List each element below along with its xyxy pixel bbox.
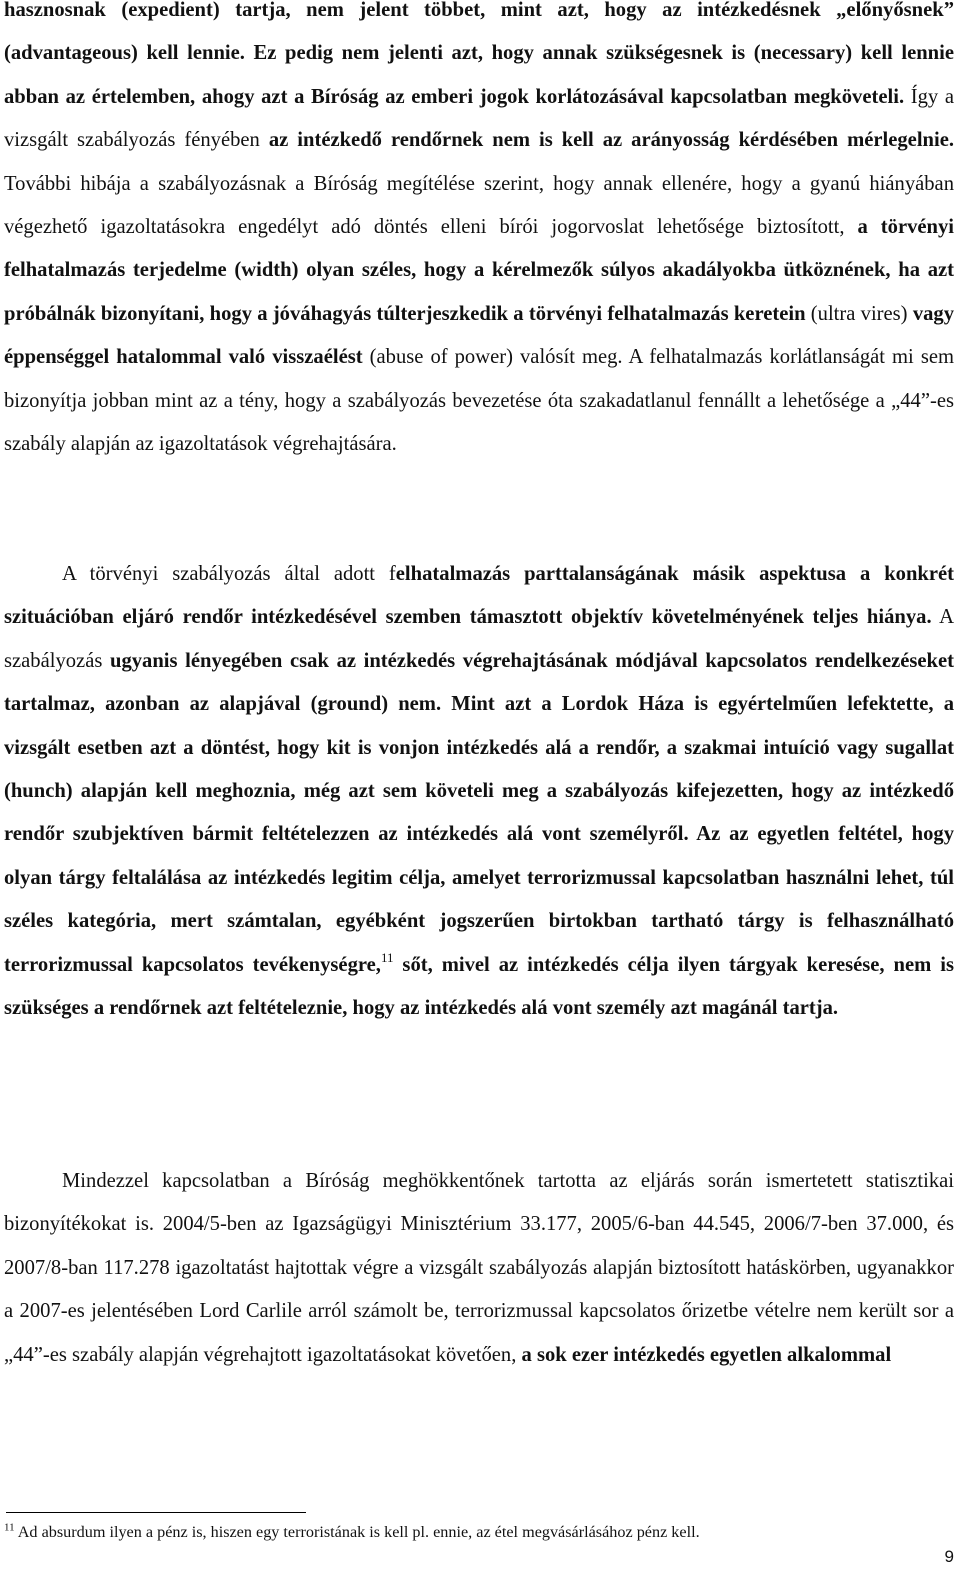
paragraph-2-text-2: A szabályozás xyxy=(4,606,954,672)
paragraph-3 xyxy=(4,1160,954,1377)
paragraph-2-bold-1: elhatalmazás parttalanságának másik aspektusa a konkrét szituációban eljáró rendőr intézkedésével szemben támasztott objektív követelményének teljes hiánya. xyxy=(4,563,954,629)
paragraph-1-bold-3: a törvényi felhatalmazás terjedelme (width) olyan széles, hogy a kérelmezők súlyos akadályokba ütköznének, ha azt próbálnák bizonyítani, hogy a jóváhagyás túlterjeszkedik a törvényi felhatalmazás keretein xyxy=(4,216,954,325)
paragraph-1-bold-1: hasznosnak (expedient) tartja, nem jelent többet, mint azt, hogy az intézkedésnek „előnyősnek” (advantageous) kell lennie. Ez pedig nem jelenti azt, hogy annak szükségesnek is (necessary) kell lennie abban az értelemben, ahogy azt a Bíróság az emberi jogok korlátozásával kapcsolatban megköveteli. xyxy=(4,0,954,108)
page-number: 9 xyxy=(944,1547,954,1566)
footnote-reference[interactable]: 11 xyxy=(380,949,394,965)
paragraph-1-text-3: (ultra vires) xyxy=(805,302,913,325)
paragraph-1 xyxy=(4,0,954,466)
footnote xyxy=(4,1520,954,1544)
paragraph-1-text-4: (abuse of power) valósít meg. A felhatalmazás korlátlanságát mi sem bizonyítja jobban mint az a tény, hogy a szabályozás bevezetése óta szakadatlanul fennállt a lehetősége a „44”-es szabály alapján az igazoltatások végrehajtására. xyxy=(4,346,954,456)
footnote-text: Ad absurdum ilyen a pénz is, hiszen egy terroristának is kell pl. ennie, az étel megvásárlásához pénz kell. xyxy=(14,1523,700,1541)
paragraph-1-text-2: További hibája a szabályozásnak a Bíróság megítélése szerint, hogy annak ellenére, hogy a gyanú hiányában végezhető igazoltatásokra engedélyt adó döntés elleni bírói jogorvoslat lehetősége biztosított, xyxy=(4,172,954,239)
paragraph-1-text-1: Így a vizsgált szabályozás fényében xyxy=(4,85,954,152)
paragraph-1-bold-4: vagy éppenséggel hatalommal való visszaélést xyxy=(4,302,954,369)
paragraph-1-bold-2: az intézkedő rendőrnek nem is kell az arányosság kérdésében mérlegelnie. xyxy=(268,129,955,152)
paragraph-3-bold-1: a sok ezer intézkedés egyetlen alkalommal xyxy=(521,1343,892,1366)
paragraph-2-text-1: A törvényi szabályozás által adott f xyxy=(62,563,396,585)
footnote-separator xyxy=(6,1512,306,1513)
footnote-number: 11 xyxy=(4,1521,15,1534)
paragraph-2-bold-3: sőt, mivel az intézkedés célja ilyen tárgyak keresése, nem is szükséges a rendőrnek azt feltételeznie, hogy az intézkedés alá vont személy azt magánál tartja. xyxy=(4,953,954,1020)
paragraph-2 xyxy=(4,553,954,1030)
paragraph-3-text-1: Mindezzel kapcsolatban a Bíróság meghökkentőnek tartotta az eljárás során ismertetett statisztikai bizonyítékokat is. 2004/5-ben az Igazságügyi Minisztérium 33.177, 2005/6-ban 44.545, 2006/7-ben 37.000, és 2007/8-ban 117.278 igazoltatást hajtottak végre a vizsgált szabályozás alapján biztosított hatáskörben, ugyanakkor a 2007-es jelentésében Lord Carlile arról számolt be, terrorizmussal kapcsolatos őrizetbe vételre nem került sor a „44”-es szabály alapján végrehajtott igazoltatásokat követően, xyxy=(4,1170,954,1366)
paragraph-2-bold-2: ugyanis lényegében csak az intézkedés végrehajtásának módjával kapcsolatos rendelkezéseket tartalmaz, azonban az alapjával (ground) nem. Mint azt a Lordok Háza is egyértelműen lefektette, a vizsgált esetben azt a döntést, hogy kit is vonjon intézkedés alá a rendőr, a szakmai intuíció vagy sugallat (hunch) alapján kell meghoznia, még azt sem követeli meg a szabályozás kifejezetten, hogy az intézkedő rendőr szubjektíven bármit feltételezzen az intézkedés alá vont személyről. Az az egyetlen feltétel, hogy olyan tárgy feltalálása az intézkedés legitim célja, amelyet terrorizmussal kapcsolatban használni lehet, túl széles kategória, mert számtalan, egyébként jogszerűen birtokban tartható tárgy is felhasználható terrorizmussal kapcsolatos tevékenységre, xyxy=(4,649,954,976)
